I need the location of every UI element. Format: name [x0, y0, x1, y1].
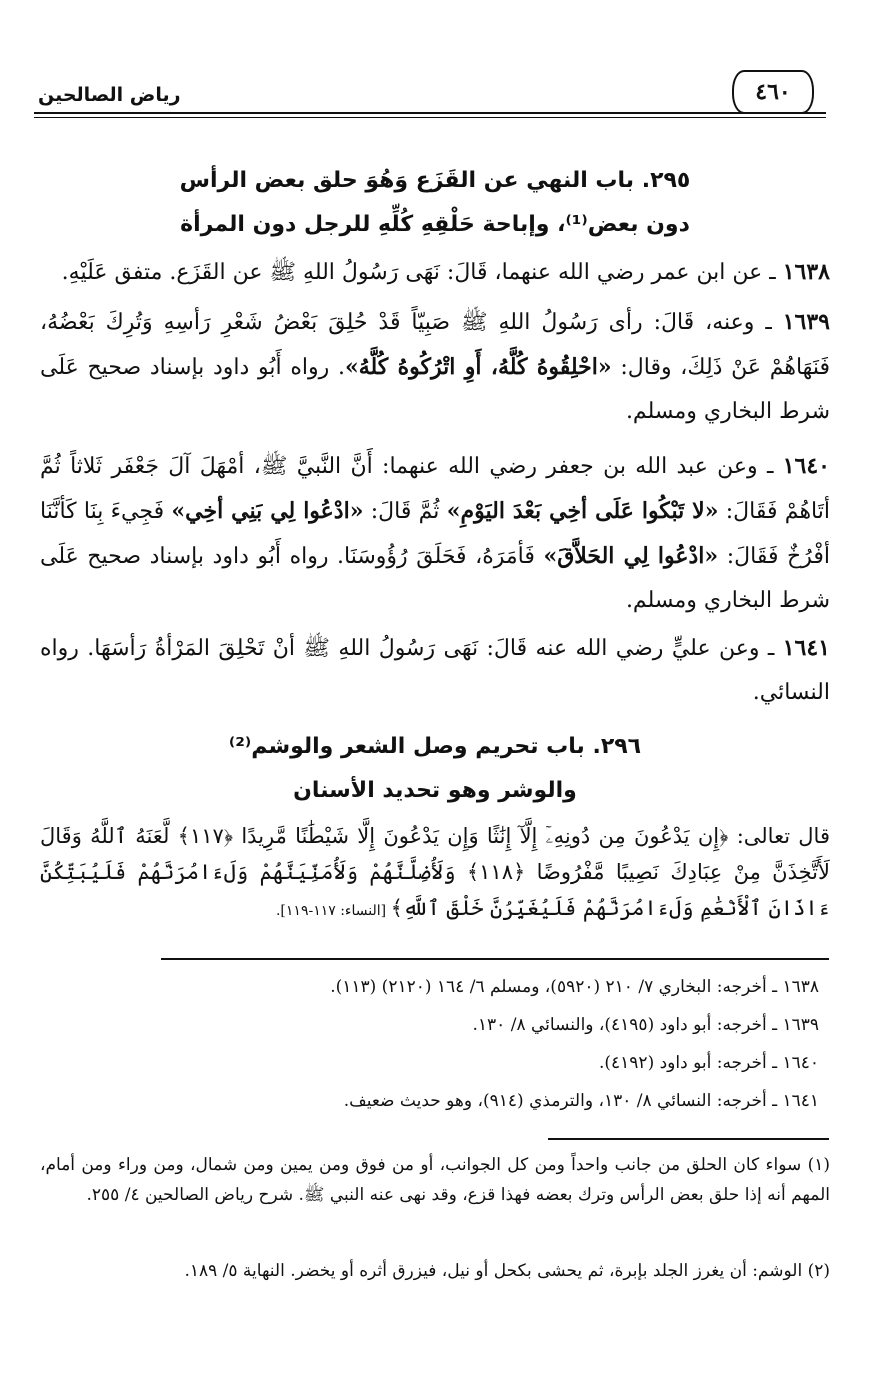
prophetic-quote: «لا تَبْكُوا عَلَى أخِي بَعْدَ اليَوْمِ» [446, 498, 719, 524]
hadith-1640 [40, 444, 830, 623]
quran-verse [40, 818, 830, 929]
reference-1639: ١٦٣٩ ـ أخرجه: أبو داود (٤١٩٥)، والنسائي ٨/ ١٣٠. [472, 1015, 819, 1035]
hadith-1639 [40, 300, 830, 434]
header-rule [34, 112, 826, 114]
hadith-text: فَأمَرَهُ، فَحَلَقَ رُؤُوسَنَا. رواه أَبُو داود بإسناد صحيح عَلَى شرط البخاري ومسلم. [40, 544, 830, 613]
running-header-title: رياض الصالحين [38, 84, 181, 106]
footnotes-separator [548, 1138, 829, 1140]
chapter-296-title-line1: ٢٩٦. باب تحريم وصل الشعر والوشم⁽²⁾ [228, 734, 642, 759]
footnote-1: (١) سواء كان الحلق من جانب واحداً ومن كل الجوانب، أو من فوق ومن يمين ومن شمال، ومن وراء ومن أمام، المهم أنه إذا حلق بعض الرأس وترك بعضه فهذا قزع، وقد نهى عنه النبي ﷺ. شرح رياض الصالحين ٤/ ٢٥٥. [40, 1155, 830, 1205]
hadith-text: ثُمَّ قَالَ: [363, 499, 447, 524]
hadith-text: . رواه أَبُو داود بإسناد صحيح عَلَى شرط البخاري ومسلم. [40, 355, 830, 424]
hadith-1641 [40, 626, 830, 715]
hadith-text: ـ وعن عبد الله بن جعفر رضي الله عنهما: أَنَّ النَّبيَّ ﷺ، أمْهَلَ آلَ جَعْفَر ثَلاثاً ثُمَّ أتَاهُمْ فَقَالَ: [40, 454, 830, 524]
hadith-text: ـ عن ابن عمر رضي الله عنهما، قَالَ: نَهَى رَسُولُ اللهِ ﷺ عن القَزَع. متفق عَلَيْهِ. [61, 260, 783, 285]
prophetic-quote: «ادْعُوا لِي بَنِي أخِي» [171, 498, 364, 524]
footnote-2: (٢) الوشم: أن يغرز الجلد بإبرة، ثم يحشى بكحل أو نيل، فيزرق أثره أو يخضر. النهاية ٥/ ١٨٩. [184, 1261, 830, 1281]
hadith-number: ١٦٣٩ [782, 309, 830, 335]
header-rule-thin [34, 117, 826, 118]
page-number-badge [732, 70, 814, 114]
page-number: ٤٦٠ [755, 79, 791, 105]
hadith-text: فَجِيءَ بِنَا كَأنَّنَا أفْرُخٌ فَقَالَ: [40, 499, 830, 569]
prophetic-quote: «احْلِقُوهُ كُلَّهُ، أَوِ اتْرُكُوهُ كُلَّهُ» [344, 354, 612, 380]
reference-1640: ١٦٤٠ ـ أخرجه: أبو داود (٤١٩٢). [598, 1053, 819, 1073]
prophetic-quote: «ادْعُوا لِي الحَلاَّقَ» [543, 543, 719, 569]
hadith-number: ١٦٤٠ [782, 453, 830, 479]
hadith-number: ١٦٤١ [782, 635, 830, 661]
reference-1638: ١٦٣٨ ـ أخرجه: البخاري ٧/ ٢١٠ (٥٩٢٠)، ومسلم ٦/ ١٦٤ (٢١٢٠) (١١٣). [330, 977, 819, 997]
chapter-296-title-line2: والوشر وهو تحديد الأسنان [293, 778, 577, 803]
hadith-1638 [40, 250, 830, 295]
verse-intro: قال تعالى: [728, 824, 830, 848]
verse-citation: [النساء: ١١٧-١١٩]. [275, 903, 391, 919]
reference-1641: ١٦٤١ ـ أخرجه: النسائي ٨/ ١٣٠، والترمذي (٩١٤)، وهو حديث ضعيف. [343, 1091, 819, 1111]
verse-text: ﴿إِن يَدْعُونَ مِن دُونِهِۦٓ إِلَّآ إِنَٰثًا وَإِن يَدْعُونَ إِلَّا شَيْطَٰنًا مَّرِيدًا ﴿١١٧﴾ لَّعَنَهُ ٱللَّهُ وَقَالَ لَأَتَّخِذَنَّ مِنْ عِبَادِكَ نَصِيبًا مَّفْرُوضًا ﴿١١٨﴾ وَلَأُضِلَّنَّهُمْ وَلَأُمَنِّيَنَّهُمْ وَلَءَامُرَنَّهُمْ فَلَيُبَتِّكُنَّ ءَاذَانَ ٱلْأَنْعَٰمِ وَلَءَامُرَنَّهُمْ فَلَيُغَيِّرُنَّ خَلْقَ ٱللَّهِ﴾ [40, 824, 830, 920]
hadith-text: ـ وعن عليٍّ رضي الله عنه قَالَ: نَهَى رَسُولُ اللهِ ﷺ أنْ تَحْلِقَ المَرْأةُ رَأسَهَا. رواه النسائي. [40, 636, 830, 705]
references-separator [161, 958, 829, 960]
chapter-295-title-line2: دون بعض⁽¹⁾، وإباحة حَلْقِهِ كُلِّهِ للرجل دون المرأة [180, 212, 690, 237]
chapter-295-title-line1: ٢٩٥. باب النهي عن القَزَع وَهُوَ حلق بعض الرأس [179, 168, 691, 193]
hadith-number: ١٦٣٨ [782, 259, 830, 285]
hadith-text: ـ وعنه، قَالَ: رأى رَسُولُ اللهِ ﷺ صَبِيّاً قَدْ حُلِقَ بَعْضُ شَعْرِ رَأسِهِ وَتُرِكَ بَعْضُهُ، فَنَهَاهُمْ عَنْ ذَلِكَ، وقال: [40, 310, 830, 380]
